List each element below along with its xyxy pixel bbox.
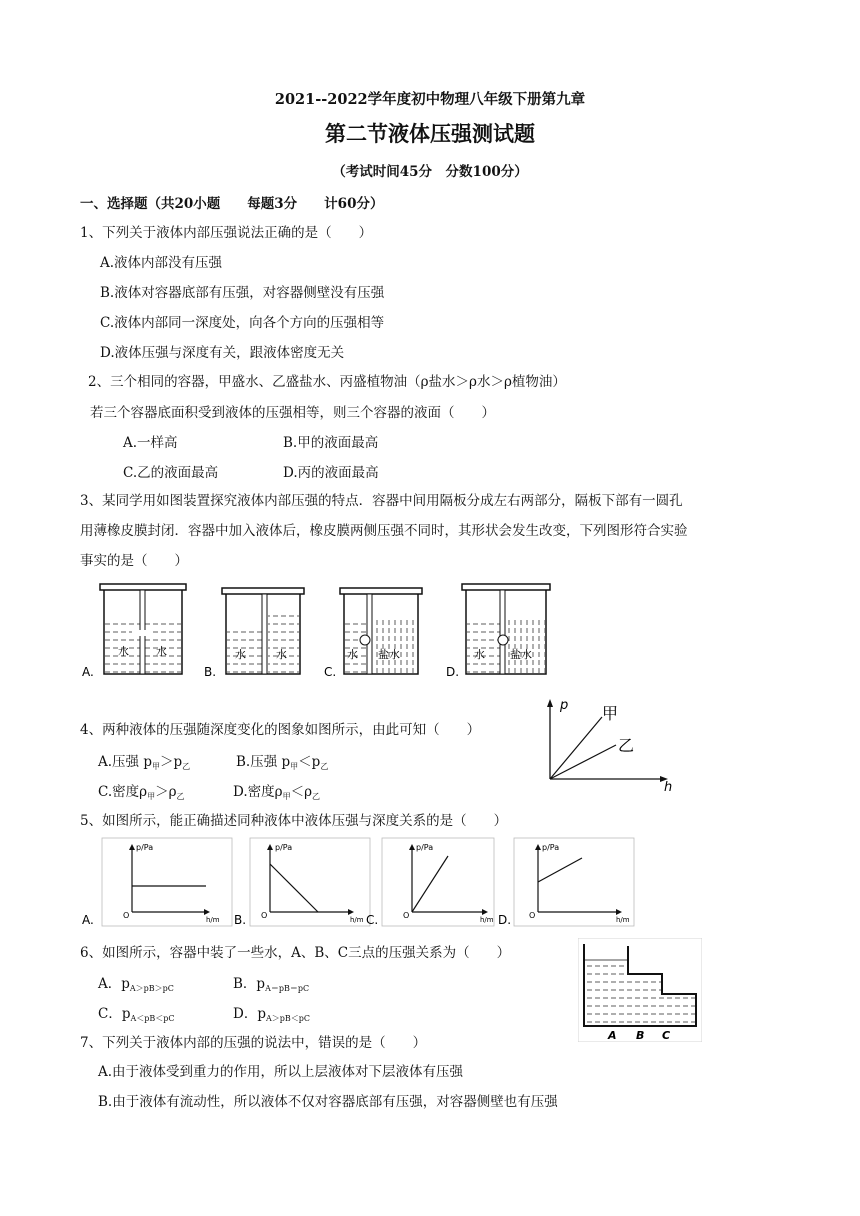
q5-b-letter: B.: [234, 913, 247, 927]
q3-a-left-label: 水: [118, 645, 129, 658]
q5-graph-a: [82, 843, 220, 927]
q3-d-right-label: 盐水: [510, 648, 532, 661]
question-1-option-b: B.液体对容器底部有压强，对容器侧壁没有压强: [100, 285, 385, 301]
q5-b-xlabel: h/m: [350, 916, 364, 924]
question-4-option-c: C.密度$\rho_甲>\rho_乙$: [98, 784, 185, 801]
question-3-stem-line3: 事实的是（ ）: [80, 553, 188, 569]
question-6-option-a: A．$p_{A>pB>pC}$: [98, 976, 174, 993]
question-7-stem: 7、下列关于液体内部的压强的说法中，错误的是（ ）: [80, 1035, 427, 1051]
question-4-graph: [540, 695, 690, 795]
q5-a-letter: A.: [82, 913, 94, 927]
question-7-option-a: A.由于液体受到重力的作用，所以上层液体对下层液体有压强: [98, 1064, 464, 1080]
q3-figure-d: [446, 584, 550, 679]
question-4-option-b: B.压强 $p_甲<p_乙$: [236, 754, 329, 771]
q5-c-xlabel: h/m: [480, 916, 494, 924]
question-6-option-c: C．$p_{A<pB<pC}$: [98, 1006, 175, 1023]
q5-graph-c: [366, 843, 494, 927]
question-2-option-b: B.甲的液面最高: [283, 435, 379, 451]
question-2-stem-line1: 2、三个相同的容器，甲盛水、乙盛盐水、丙盛植物油（ρ盐水＞ρ水＞ρ植物油）: [88, 374, 566, 390]
question-2-option-a: A.一样高: [123, 435, 178, 451]
question-3-stem-line1: 3、某同学用如图装置探究液体内部压强的特点．容器中间用隔板分成左右两部分，隔板下部有一圆孔: [80, 493, 683, 509]
q5-c-ylabel: p/Pa: [416, 843, 434, 852]
q3-c-letter: C.: [324, 665, 337, 679]
q5-a-xlabel: h/m: [206, 916, 220, 924]
exam-header-subtitle: 2021--2022学年度初中物理八年级下册第九章: [274, 91, 586, 108]
q5-graph-d: [498, 843, 630, 927]
question-6-option-b: B．$p_{A=pB=pC}$: [233, 976, 310, 993]
q3-b-left-label: 水: [235, 648, 246, 661]
question-5-stem: 5、如图所示，能正确描述同种液体中液体压强与深度关系的是（ ）: [80, 813, 508, 829]
q3-c-left-label: 水: [347, 648, 358, 661]
q3-figure-b: [204, 588, 304, 679]
question-2-stem-line2: 若三个容器底面积受到液体的压强相等，则三个容器的液面（ ）: [90, 405, 495, 421]
q3-a-letter: A.: [82, 665, 94, 679]
q5-b-origin: O: [261, 911, 268, 920]
exam-info: （考试时间45分 分数100分）: [332, 164, 528, 180]
exam-title: 第二节液体压强测试题: [325, 121, 535, 146]
q5-graph-b: [234, 843, 364, 927]
q4-graph-line2-label: 乙: [618, 736, 635, 755]
question-3-figures: [80, 580, 560, 680]
q5-d-letter: D.: [498, 913, 512, 927]
q6-point-b-label: B: [636, 1029, 645, 1042]
q6-point-c-label: C: [662, 1029, 671, 1042]
q5-a-origin: O: [123, 911, 130, 920]
q5-b-ylabel: p/Pa: [275, 843, 293, 852]
q5-a-ylabel: p/Pa: [136, 843, 154, 852]
q3-d-letter: D.: [446, 665, 460, 679]
q5-d-origin: O: [529, 911, 536, 920]
question-7-option-b: B.由于液体有流动性，所以液体不仅对容器底部有压强，对容器侧壁也有压强: [98, 1094, 558, 1110]
question-1-stem: 1、下列关于液体内部压强说法正确的是（ ）: [80, 225, 373, 241]
q4-graph-line1-label: 甲: [602, 704, 619, 723]
q5-c-letter: C.: [366, 913, 379, 927]
question-1-option-a: A.液体内部没有压强: [100, 255, 223, 271]
question-5-figures: [80, 836, 640, 928]
q6-point-a-label: A: [608, 1029, 617, 1042]
q5-d-ylabel: p/Pa: [542, 843, 560, 852]
question-2-option-d: D.丙的液面最高: [283, 465, 379, 481]
q3-d-left-label: 水: [474, 648, 485, 661]
question-4-stem: 4、两种液体的压强随深度变化的图象如图所示，由此可知（ ）: [80, 722, 481, 738]
q4-graph-xlabel: h: [664, 780, 673, 795]
question-4-option-a: A.压强 $p_甲>p_乙$: [98, 754, 191, 771]
question-6-stem: 6、如图所示，容器中装了一些水，A、B、C三点的压强关系为（ ）: [80, 945, 511, 961]
q5-d-xlabel: h/m: [616, 916, 630, 924]
question-2-option-c: C.乙的液面最高: [123, 465, 219, 481]
q4-graph-ylabel: p: [560, 698, 569, 713]
q3-c-right-label: 盐水: [378, 648, 400, 661]
q3-b-right-label: 水: [276, 648, 287, 661]
question-1-option-d: D.液体压强与深度有关，跟液体密度无关: [100, 345, 345, 361]
q3-figure-c: [324, 588, 422, 679]
q3-b-letter: B.: [204, 665, 217, 679]
question-1-option-c: C.液体内部同一深度处，向各个方向的压强相等: [100, 315, 385, 331]
section-heading: 一、选择题（共20小题 每题3分 计60分）: [80, 196, 384, 212]
question-6-option-d: D．$p_{A>pB<pC}$: [233, 1006, 310, 1023]
question-4-option-d: D.密度$\rho_甲<\rho_乙$: [233, 784, 321, 801]
question-6-figure: [578, 938, 702, 1042]
q3-figure-a: [82, 584, 186, 679]
q3-a-right-label: 水: [156, 645, 167, 658]
q5-c-origin: O: [403, 911, 410, 920]
question-3-stem-line2: 用薄橡皮膜封闭．容器中加入液体后，橡皮膜两侧压强不同时，其形状会发生改变，下列图形符合实验: [80, 523, 688, 539]
